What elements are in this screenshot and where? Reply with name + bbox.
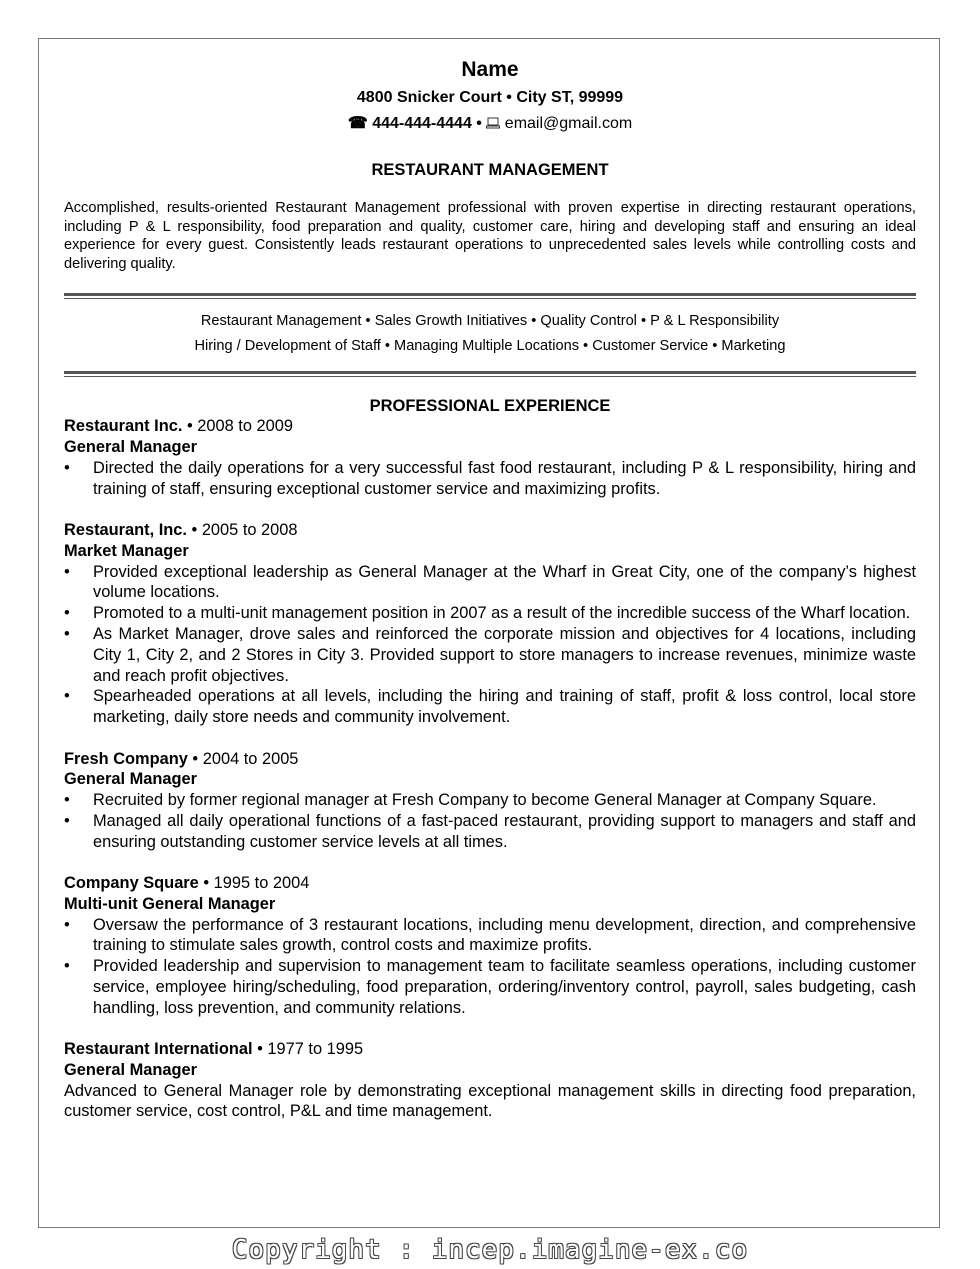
job-title: General Manager: [64, 438, 197, 457]
job-entry: [64, 873, 916, 1019]
job-title: General Manager: [64, 1060, 197, 1079]
list-item: • Managed all daily operational functions of a fast-paced restaurant, providing support to managers and staff and ensuring outstanding customer service levels at all times.: [64, 811, 916, 851]
job-description: Advanced to General Manager role by demonstrating exceptional management skills in directing food preparation, customer service, cost control, P&L and time management.: [64, 1081, 916, 1121]
bullet-icon: •: [64, 562, 70, 581]
job-header: [64, 873, 916, 894]
phone-icon: ☎: [347, 115, 368, 132]
bullet-icon: •: [64, 791, 70, 810]
job-header: [64, 1039, 916, 1060]
divider-top: [64, 293, 916, 299]
divider-bottom: [64, 371, 916, 377]
job-title: Market Manager: [64, 541, 189, 560]
job-header: [64, 749, 916, 770]
candidate-name: Name: [461, 58, 519, 81]
list-item: • Provided exceptional leadership as General Manager at the Wharf in Great City, one of the company’s highest volume locations.: [64, 562, 916, 602]
job-header: [64, 520, 916, 541]
company-name: Fresh Company: [64, 749, 188, 768]
company-name: Restaurant, Inc.: [64, 521, 187, 540]
list-item: • Oversaw the performance of 3 restaurant locations, including menu development, direction, and comprehensive training to stimulate sales growth, control costs and maximize profits.: [64, 915, 916, 955]
company-name: Restaurant International: [64, 1040, 253, 1059]
job-bullets: [64, 790, 916, 852]
summary-text: Accomplished, results-oriented Restaurant Management professional with proven expertise in directing restaurant operations, including P & L responsibility, food preparation and quality, customer care, hiring and developing staff and ensuring an ideal experience for every guest. Consistently leads restaurant operations to unprecedented sales levels while controlling costs and delivering quality.: [64, 200, 916, 272]
job-entry: [64, 416, 916, 499]
email-address: email@gmail.com: [504, 115, 633, 132]
skills-line-2: Hiring / Development of Staff • Managing Multiple Locations • Customer Service • Marketing: [194, 338, 786, 355]
job-entry: [64, 520, 916, 728]
list-item: • As Market Manager, drove sales and reinforced the corporate mission and objectives for 4 locations, including City 1, City 2, and 2 Stores in City 3. Provided support to store managers to increase revenues, minimize waste and reach profit objectives.: [64, 625, 916, 685]
bullet-icon: •: [64, 811, 70, 830]
list-item: • Provided leadership and supervision to management team to facilitate seamless operations, including customer service, employee hiring/scheduling, food preparation, ordering/inventory control, payroll, sales budgeting, cash handling, loss prevention, and community relations.: [64, 957, 916, 1017]
list-item: • Directed the daily operations for a very successful fast food restaurant, including P & L responsibility, hiring and training of staff, ensuring exceptional customer service and maximizing profits.: [64, 458, 916, 498]
bullet-icon: •: [64, 604, 70, 623]
job-bullets: [64, 915, 916, 1019]
job-dates: • 2005 to 2008: [186, 521, 298, 540]
bullet-icon: •: [64, 915, 70, 934]
job-dates: • 2004 to 2005: [187, 749, 299, 768]
company-name: Restaurant Inc.: [64, 417, 183, 436]
bullet-icon: •: [64, 957, 70, 976]
job-title: General Manager: [64, 770, 197, 789]
resume-content: [64, 57, 916, 1122]
bullet-icon: •: [64, 687, 70, 706]
copyright-watermark: Copyright : incep.imagine-ex.co: [231, 1235, 749, 1265]
job-header: [64, 416, 916, 437]
job-entry: [64, 749, 916, 853]
summary-heading: RESTAURANT MANAGEMENT: [371, 161, 609, 179]
list-item: • Recruited by former regional manager at Fresh Company to become General Manager at Company Square.: [64, 791, 877, 810]
job-bullets: [64, 562, 916, 728]
skills-line-1: Restaurant Management • Sales Growth Initiatives • Quality Control • P & L Responsibility: [200, 313, 780, 330]
phone-number: 444-444-4444 •: [372, 115, 482, 132]
address-line: 4800 Snicker Court • City ST, 99999: [356, 89, 624, 106]
experience-heading: PROFESSIONAL EXPERIENCE: [369, 397, 611, 416]
job-entry: [64, 1039, 916, 1122]
job-dates: • 1995 to 2004: [198, 874, 310, 893]
job-dates: • 2008 to 2009: [182, 417, 293, 436]
job-title: Multi-unit General Manager: [64, 894, 276, 913]
resume-page: [38, 38, 940, 1228]
job-dates: • 1977 to 1995: [252, 1040, 364, 1059]
bullet-icon: •: [64, 458, 70, 477]
job-bullets: [64, 458, 916, 500]
computer-icon: [486, 115, 500, 127]
bullet-icon: •: [64, 625, 70, 644]
contact-line: [64, 114, 916, 134]
list-item: • Spearheaded operations at all levels, including the hiring and training of staff, profit & loss control, local store marketing, daily store needs and community involvement.: [64, 687, 916, 727]
list-item: • Promoted to a multi-unit management position in 2007 as a result of the incredible success of the Wharf location.: [64, 604, 911, 623]
company-name: Company Square: [64, 874, 199, 893]
